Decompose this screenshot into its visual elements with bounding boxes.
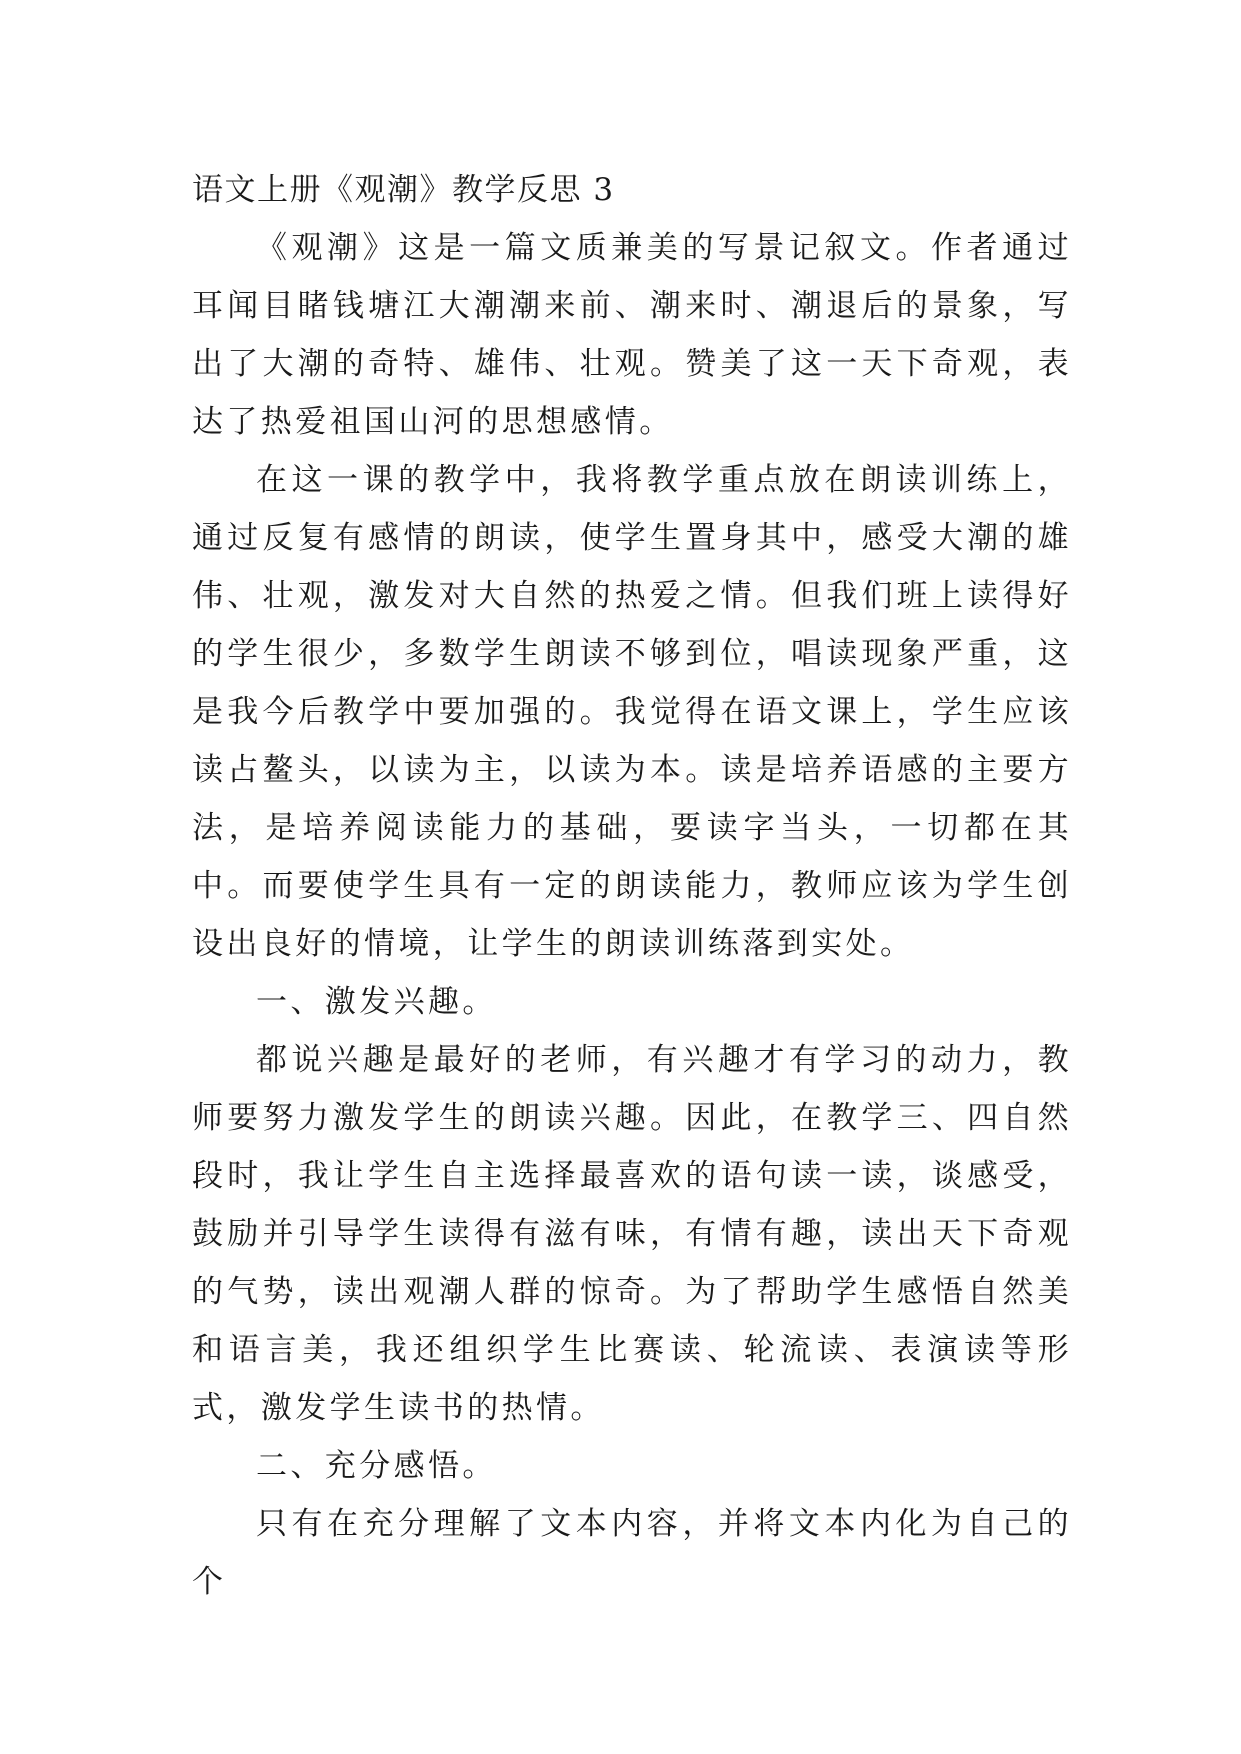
section-heading-perception: 二、充分感悟。 — [256, 1448, 497, 1484]
paragraph-teaching-focus: 在这一课的教学中，我将教学重点放在朗读训练上，通过反复有感情的朗读，使学生置身其中，感受大潮的雄伟、壮观，激发对大自然的热爱之情。但我们班上读得好的学生很少，多数学生朗读不够到位，唱读现象严重，这是我今后教学中要加强的。我觉得在语文课上，学生应该读占鳌头，以读为主，以读为本。读是培养语感的主要方法，是培养阅读能力的基础，要读字当头，一切都在其中。而要使学生具有一定的朗读能力，教师应该为学生创设出良好的情境，让学生的朗读训练落到实处。 — [192, 462, 1072, 962]
paragraph-interest: 都说兴趣是最好的老师，有兴趣才有学习的动力，教师要努力激发学生的朗读兴趣。因此，在教学三、四自然段时，我让学生自主选择最喜欢的语句读一读，谈感受，鼓励并引导学生读得有滋有味，有情有趣，读出天下奇观的气势，读出观潮人群的惊奇。为了帮助学生感悟自然美和语言美，我还组织学生比赛读、轮流读、表演读等形式，激发学生读书的热情。 — [192, 1042, 1072, 1426]
document-body — [192, 161, 1072, 1611]
section-heading-interest: 一、激发兴趣。 — [256, 984, 497, 1020]
document-title: 语文上册《观潮》教学反思 3 — [192, 172, 615, 208]
paragraph-perception: 只有在充分理解了文本内容，并将文本内化为自己的个 — [192, 1506, 1072, 1600]
paragraph-intro: 《观潮》这是一篇文质兼美的写景记叙文。作者通过耳闻目睹钱塘江大潮潮来前、潮来时、潮退后的景象，写出了大潮的奇特、雄伟、壮观。赞美了这一天下奇观，表达了热爱祖国山河的思想感情。 — [192, 230, 1072, 440]
